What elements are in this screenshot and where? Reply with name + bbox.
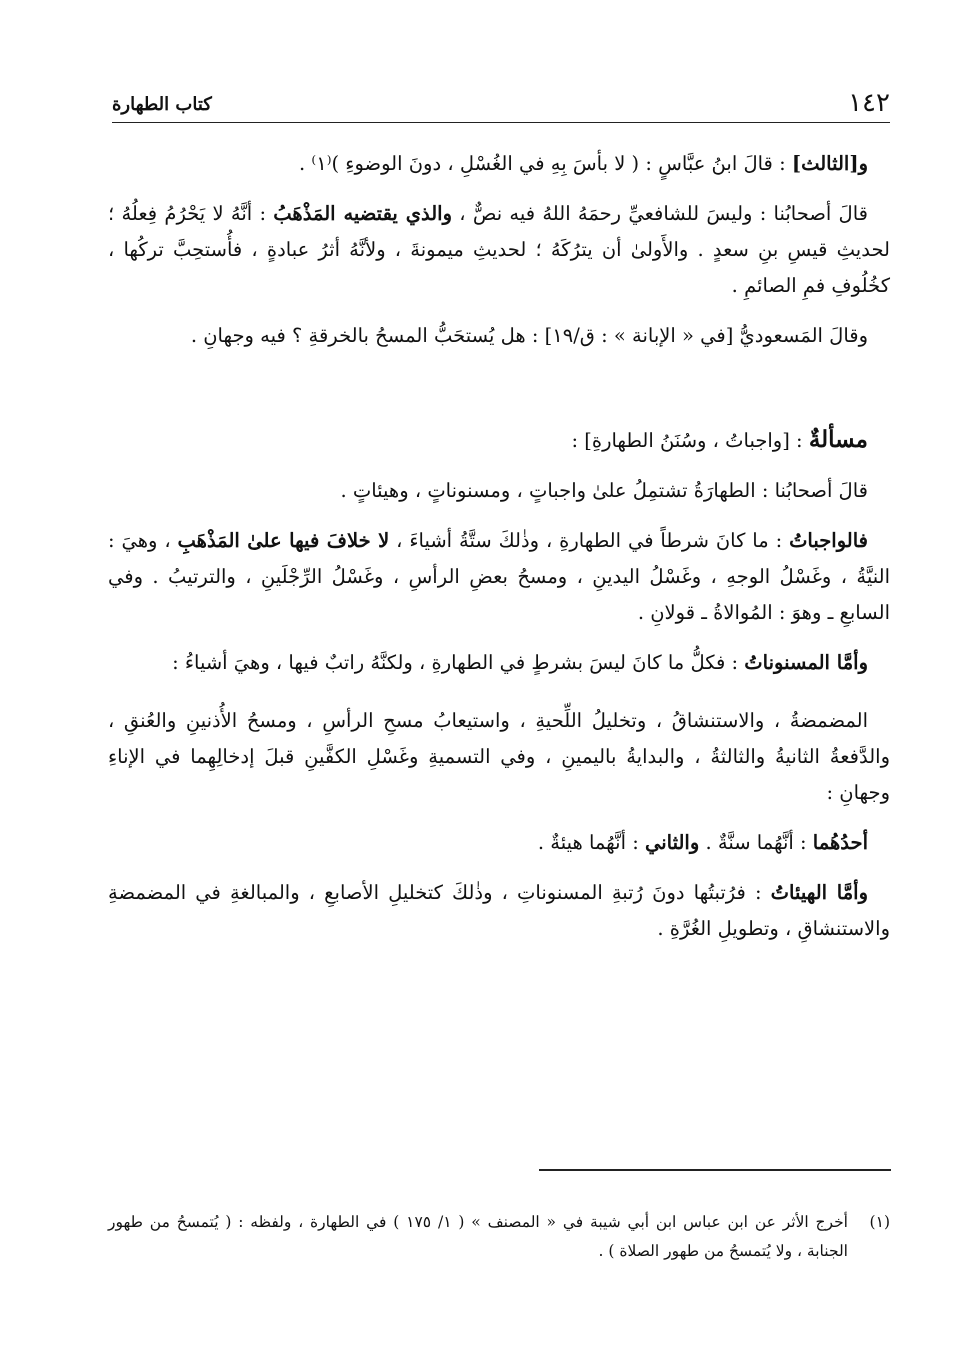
paragraph-sunan-list: المضمضةُ ، والاستنشاقُ ، وتخليلُ اللِّحيةِ ، واستيعابُ مسحِ الرأسِ ، ومسحُ الأُذنينِ والعُنقِ ، والدَّفعةُ الثانيةُ والثالثةُ ، والبدايةُ باليمينِ ، وفي التسميةِ وغَسْلِ الكفَّينِ قبلَ إدخالِهِما في الإناءِ وجهانِ : (108, 709, 890, 804)
page-number: ١٤٢ (848, 88, 890, 118)
masala-heading (108, 422, 890, 459)
masala-title: : [واجباتُ ، وسُنَنُ الطهارةِ] : (571, 429, 809, 452)
paragraph-masudi: وقالَ المَسعوديُّ [في « الإبانة » : ق/١٩] : هل يُستحَبُّ المسحُ بالخرقةِ ؟ فيه وجهانِ . (190, 324, 868, 347)
paragraph-third-opinion (108, 146, 890, 182)
paragraph-text: : فكلُّ ما كانَ ليسَ بشرطٍ في الطهارةِ ، ولكنَّهُ راتبٌ فيها ، وهيَ أشياءُ : (172, 651, 745, 674)
paragraph-text: : قالَ ابنُ عبَّاسٍ : ( لا بأسَ بِهِ في الغُسْلِ ، دونَ الوضوءِ )⁽١⁾ . (299, 152, 792, 175)
paragraph-text: قالَ أصحابُنا : وليسَ للشافعيِّ رحمَهُ اللهُ فيه نصٌّ ، (452, 202, 868, 225)
main-text (108, 146, 890, 947)
paragraph-label: وأمَّا المسنوناتُ (744, 651, 868, 674)
paragraph-text: ، وهيَ : النيَّةُ ، وغَسْلُ الوجهِ ، وغَسْلُ اليدينِ ، ومسحُ بعضِ الرأسِ ، وغَسْلُ الرِّجْلَينِ ، والترتيبُ . وفي السابعِ ـ وهوَ : المُوالاةُ ـ قولانِ . (108, 529, 890, 624)
paragraph-text: : أنَّهُما هيئةٌ . (537, 831, 645, 854)
paragraph-label: وأمَّا الهيئاتُ (770, 881, 868, 904)
paragraph-two-views (108, 825, 890, 861)
bold-phrase: لا خلافَ فيها علىٰ المَذْهَبِ (177, 529, 390, 552)
paragraph-text: : أنَّهُما سنَّةٌ . (699, 831, 813, 854)
paragraph-label: والثاني (644, 831, 700, 854)
paragraph-wajibat (108, 523, 890, 631)
paragraph-label: و[الثالث] (791, 152, 868, 175)
paragraph-companions (108, 196, 890, 304)
paragraph-tahara-parts: قالَ أصحابُنا : الطهارَةُ تشتمِلُ علىٰ واجباتٍ ، ومسنوناتٍ ، وهيئاتٍ . (340, 479, 868, 502)
page-header (112, 86, 890, 123)
footnote-separator (539, 1169, 891, 1171)
footnote-marker: (١) (869, 1213, 890, 1231)
paragraph-text: : أنَّهُ لا يَحْرُمُ فِعلُهُ ؛ لحديثِ قيسِ بنِ سعدٍ . والأَولىٰ أن يترُكَهُ ؛ لحديثِ ميمونةَ ، ولأنَّهُ أثرُ عبادةٍ ، فأُستحِبَّ تركُها ، كخُلُوفِ فمِ الصائمِ . (108, 202, 890, 297)
paragraph-text: : فرُتبتُها دونَ رُتبةِ المسنوناتِ ، وذٰلكَ كتخليلِ الأصابعِ ، والمبالغةِ في المضمضةِ والاستنشاقِ ، وتطويلِ الغُرَّةِ . (108, 881, 890, 940)
footnote (108, 1208, 890, 1266)
paragraph-hayat (108, 875, 890, 947)
running-title: كتاب الطهارة (112, 94, 212, 115)
masala-label: مسألةٌ (808, 426, 868, 453)
paragraph-label: أحدُهُما (812, 831, 868, 854)
bold-phrase: والذي يقتضيه المَذْهَبُ (273, 202, 452, 225)
footnote-text: أخرج الأثر عن ابن عباس ابن أبي شيبة في « المصنف » ( ١/ ١٧٥ ) في الطهارة ، ولفظه : ( يُتمسحُ من طهور الجنابة ، ولا يُتمسحُ من طهور الصلاة ) . (108, 1213, 848, 1260)
paragraph-text: : ما كانَ شرطاً في الطهارةِ ، وذٰلكَ ستَّةُ أشياءَ ، (389, 529, 790, 552)
paragraph-label: فالواجباتُ (789, 529, 868, 552)
paragraph-masnunat (108, 645, 890, 681)
